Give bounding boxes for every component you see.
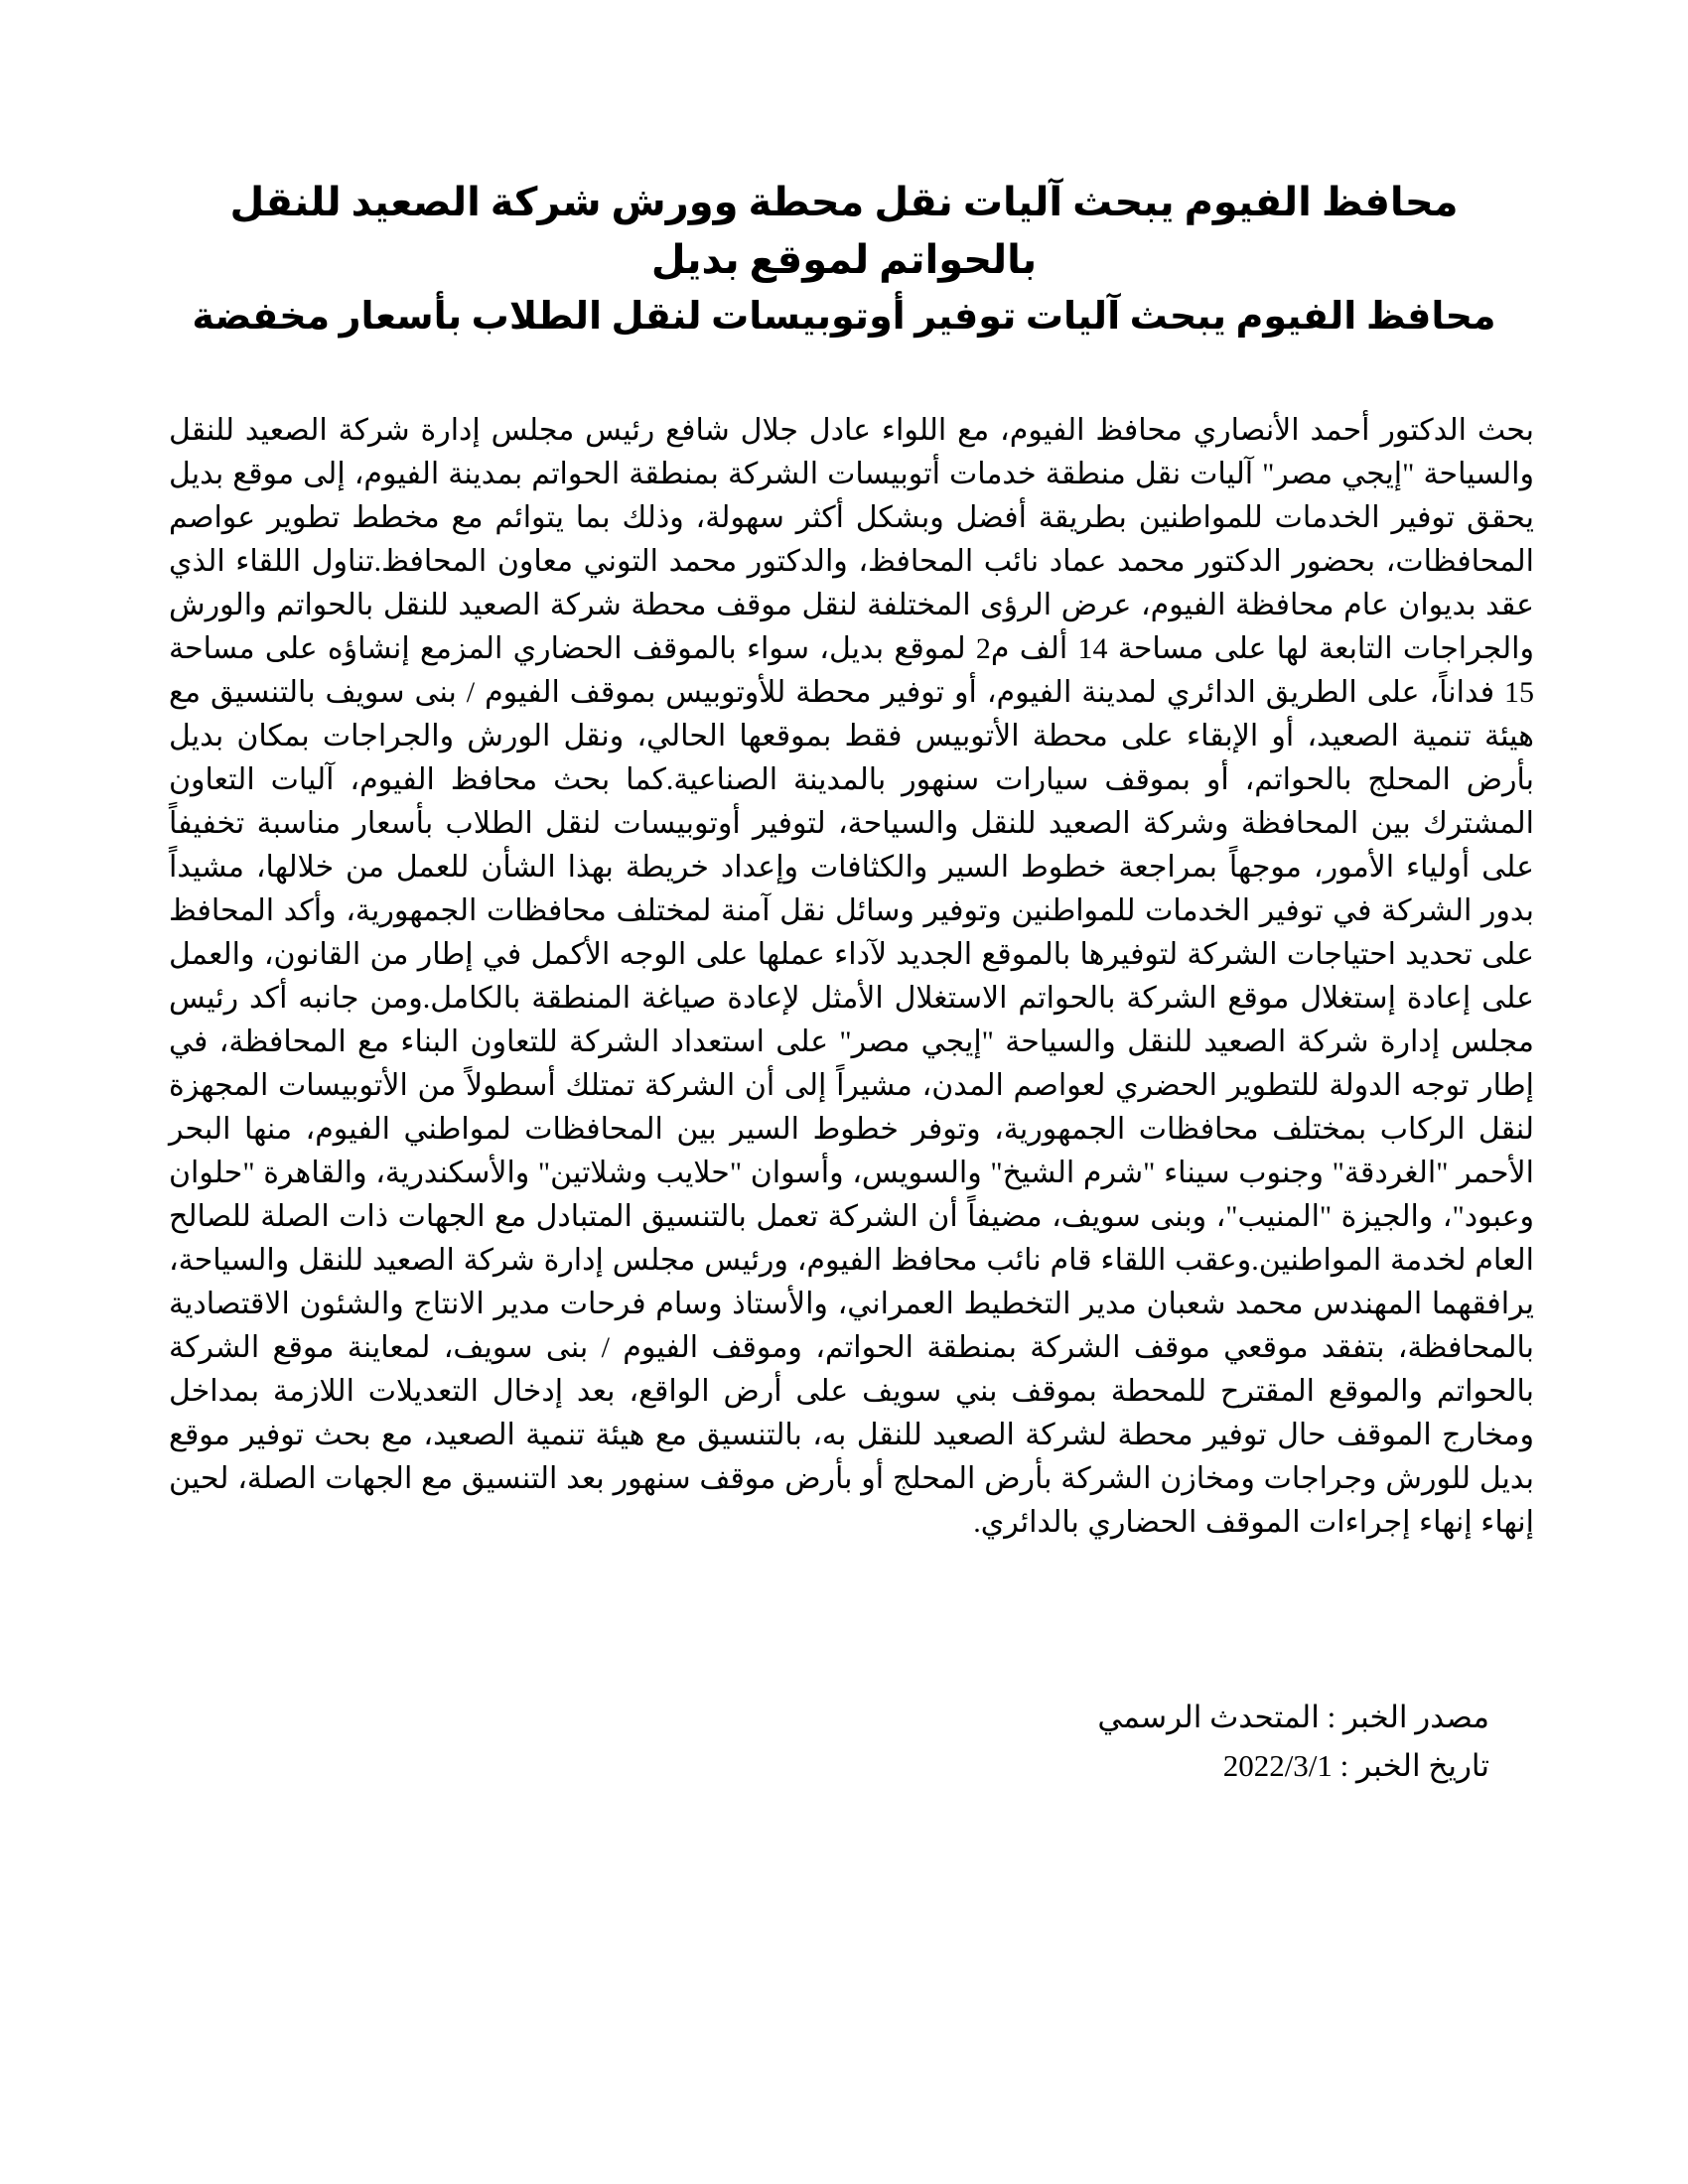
news-source: مصدر الخبر : المتحدث الرسمي <box>1097 1700 1489 1734</box>
article-body: بحث الدكتور أحمد الأنصاري محافظ الفيوم، مع اللواء عادل جلال شافع رئيس مجلس إدارة شركة الصعيد للنقل والسياحة "إيجي مصر" آليات نقل منطقة خدمات أتوبيسات الشركة بمنطقة الحواتم بمدينة الفيوم، إلى موقع بديل يحقق توفير الخدمات للمواطنين بطريقة أفضل وبشكل أكثر سهولة، وذلك بما يتوائم مع مخطط تطوير عواصم المحافظات، بحضور الدكتور محمد عماد نائب المحافظ، والدكتور محمد التوني معاون المحافظ.تناول اللقاء الذي عقد بديوان عام محافظة الفيوم، عرض الرؤى المختلفة لنقل موقف محطة شركة الصعيد للنقل بالحواتم والورش والجراجات التابعة لها على مساحة 14 ألف م2 لموقع بديل، سواء بالموقف الحضاري المزمع إنشاؤه على مساحة 15 فداناً، على الطريق الدائري لمدينة الفيوم، أو توفير محطة للأوتوبيس بموقف الفيوم / بنى سويف بالتنسيق مع هيئة تنمية الصعيد، أو الإبقاء على محطة الأتوبيس فقط بموقعها الحالي، ونقل الورش والجراجات بمكان بديل بأرض المحلج بالحواتم، أو بموقف سيارات سنهور بالمدينة الصناعية.كما بحث محافظ الفيوم، آليات التعاون المشترك بين المحافظة وشركة الصعيد للنقل والسياحة، لتوفير أوتوبيسات لنقل الطلاب بأسعار مناسبة تخفيفاً على أولياء الأمور، موجهاً بمراجعة خطوط السير والكثافات وإعداد خريطة بهذا الشأن للعمل من خلالها، مشيداً بدور الشركة في توفير الخدمات للمواطنين وتوفير وسائل نقل آمنة لمختلف محافظات الجمهورية، وأكد المحافظ على تحديد احتياجات الشركة لتوفيرها بالموقع الجديد لآداء عملها على الوجه الأكمل في إطار من القانون، والعمل على إعادة إستغلال موقع الشركة بالحواتم الاستغلال الأمثل لإعادة صياغة المنطقة بالكامل.ومن جانبه أكد رئيس مجلس إدارة شركة الصعيد للنقل والسياحة "إيجي مصر" على استعداد الشركة للتعاون البناء مع المحافظة، في إطار توجه الدولة للتطوير الحضري لعواصم المدن، مشيراً إلى أن الشركة تمتلك أسطولاً من الأتوبيسات المجهزة لنقل الركاب بمختلف محافظات الجمهورية، وتوفر خطوط السير بين المحافظات لمواطني الفيوم، منها البحر الأحمر "الغردقة" وجنوب سيناء "شرم الشيخ" والسويس، وأسوان "حلايب وشلاتين" والأسكندرية، والقاهرة "حلوان وعبود"، والجيزة "المنيب"، وبنى سويف، مضيفاً أن الشركة تعمل بالتنسيق المتبادل مع الجهات ذات الصلة للصالح العام لخدمة المواطنين.وعقب اللقاء قام نائب محافظ الفيوم، ورئيس مجلس إدارة شركة الصعيد للنقل والسياحة، يرافقهما المهندس محمد شعبان مدير التخطيط العمراني، والأستاذ وسام فرحات مدير الانتاج والشئون الاقتصادية بالمحافظة، بتفقد موقعي موقف الشركة بمنطقة الحواتم، وموقف الفيوم / بنى سويف، لمعاينة موقع الشركة بالحواتم والموقع المقترح للمحطة بموقف بني سويف على أرض الواقع، بعد إدخال التعديلات اللازمة بمداخل ومخارج الموقف حال توفير محطة لشركة الصعيد للنقل به، بالتنسيق مع هيئة تنمية الصعيد، مع بحث توفير موقع بديل للورش وجراجات ومخازن الشركة بأرض المحلج أو بأرض موقف سنهور بعد التنسيق مع الجهات الصلة، لحين إنهاء إنهاء إجراءات الموقف الحضاري بالدائري. <box>169 414 1534 1539</box>
article-header <box>149 174 1539 344</box>
article-footer <box>169 1693 1489 1790</box>
news-date: تاريخ الخبر : 2022/3/1 <box>1222 1748 1489 1783</box>
article-subtitle: محافظ الفيوم يبحث آليات توفير أوتوبيسات لنقل الطلاب بأسعار مخفضة <box>192 296 1496 338</box>
article-title: محافظ الفيوم يبحث آليات نقل محطة وورش شركة الصعيد للنقل بالحواتم لموقع بديل <box>229 180 1459 282</box>
